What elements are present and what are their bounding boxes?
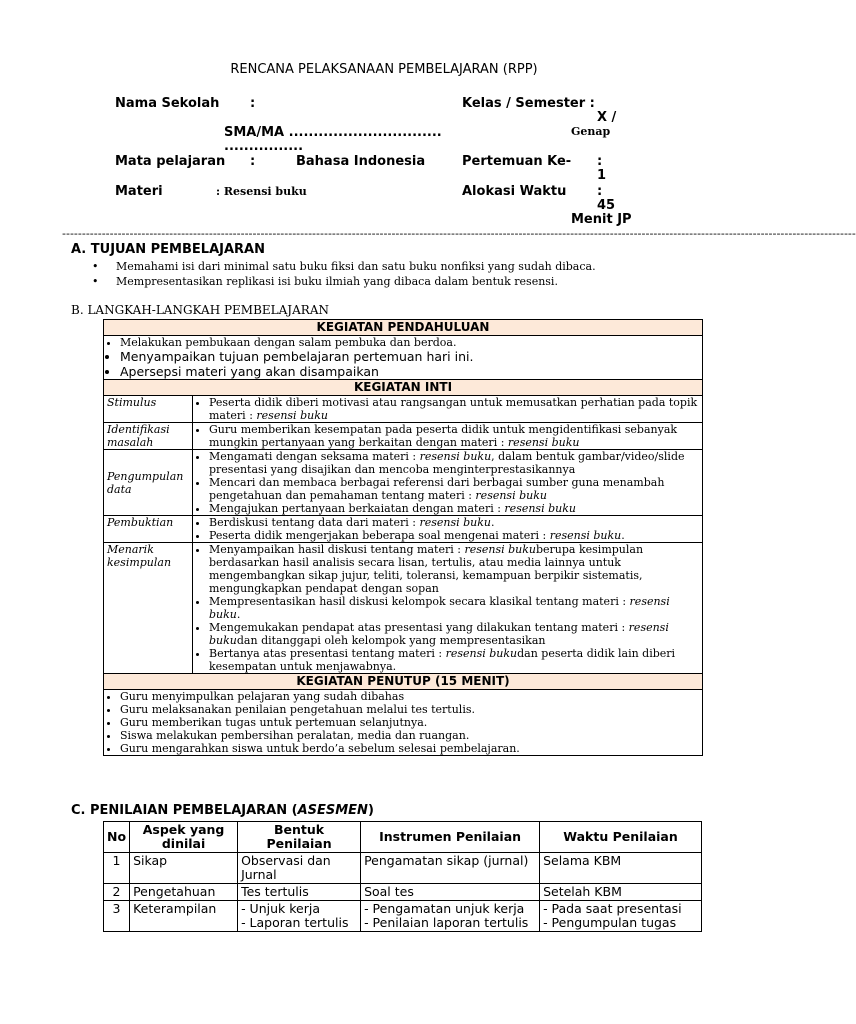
section-a-heading: A. TUJUAN PEMBELAJARAN: [71, 242, 265, 257]
penutup-cell: [104, 690, 703, 756]
list-item: • Mengamati dengan seksama materi : resensi buku, dalam bentuk gambar/video/slide presentasi yang disajikan dan mencoba menginterprestasikannya: [209, 450, 699, 476]
list-item: • Peserta didik mengerjakan beberapa soal mengenai materi : resensi buku.: [209, 529, 699, 542]
school-label: Nama Sekolah: [115, 96, 220, 111]
inti-title: KEGIATAN INTI: [104, 380, 703, 396]
table-row: 1 Sikap Observasi dan Jurnal Pengamatan sikap (jurnal) Selama KBM: [104, 853, 702, 884]
bullet-icon: •: [92, 260, 99, 273]
penutup-title: KEGIATAN PENUTUP (15 MENIT): [104, 674, 703, 690]
table-row: 3 Keterampilan - Unjuk kerja - Laporan tertulis - Pengamatan unjuk kerja - Penilaian laporan tertulis - Pada saat presentasi - Pengumpulan tugas: [104, 901, 702, 932]
school-colon: :: [250, 96, 256, 111]
list-item: • Guru memberikan tugas untuk pertemuan selanjutnya.: [120, 716, 699, 729]
document-title: RENCANA PELAKSANAAN PEMBELAJARAN (RPP): [230, 62, 538, 77]
list-item: • Guru menyimpulkan pelajaran yang sudah dibahas: [120, 690, 699, 703]
list-item: • Mencari dan membaca berbagai referensi dari berbagai sumber guna menambah pengetahuan dan pemahaman tentang materi : resensi buku: [209, 476, 699, 502]
list-item: • Mengajukan pertanyaan berkaiatan dengan materi : resensi buku: [209, 502, 699, 515]
list-item: • Menyampaikan hasil diskusi tentang materi : resensi bukuberupa kesimpulan berdasarkan hasil analisis secara lisan, tertulis, atau media lainnya untuk mengembangkan sikap jujur, teliti, toleransi, kemampuan berpikir sistematis, mengungkapkan pendapat dengan sopan: [209, 543, 699, 595]
school-value-line2: ................: [224, 139, 304, 154]
list-item: • Guru memberikan kesempatan pada peserta didik untuk mengidentifikasi sebanyak mungkin pertanyaan yang berkaitan dengan materi : resensi buku: [209, 423, 699, 449]
learning-steps-table: [103, 319, 703, 756]
list-item: • Menyampaikan tujuan pembelajaran pertemuan hari ini.: [120, 349, 699, 364]
section-b-heading: B. LANGKAH-LANGKAH PEMBELAJARAN: [71, 303, 329, 317]
pendahuluan-cell: [104, 336, 703, 380]
bullet-icon: •: [92, 275, 99, 288]
meeting-label: Pertemuan Ke-: [462, 154, 572, 169]
pembuktian-label: Pembuktian: [104, 516, 193, 543]
column-header: Instrumen Penilaian: [361, 822, 540, 853]
column-header: Aspek yang dinilai: [130, 822, 238, 853]
material-label: Materi: [115, 184, 163, 199]
class-value-semester: Genap: [571, 125, 611, 138]
pengumpulan-label: Pengumpulan data: [104, 450, 193, 516]
time-colon: :: [597, 184, 603, 199]
time-value: 45: [597, 198, 616, 213]
assessment-table: [103, 821, 702, 932]
stimulus-cell: [193, 396, 703, 423]
meeting-colon: :: [597, 154, 603, 169]
list-item: • Bertanya atas presentasi tentang materi : resensi bukudan peserta didik lain diberi kesempatan untuk menjawabnya.: [209, 647, 699, 673]
time-label: Alokasi Waktu: [462, 184, 567, 199]
class-value: X /: [597, 110, 617, 125]
stimulus-label: Stimulus: [104, 396, 193, 423]
school-value-line1: SMA/MA ...............................: [224, 125, 442, 140]
class-label: Kelas / Semester :: [462, 96, 595, 111]
pendahuluan-title: KEGIATAN PENDAHULUAN: [104, 320, 703, 336]
table-row: 2 Pengetahuan Tes tertulis Soal tes Setelah KBM: [104, 884, 702, 901]
list-item: • Melakukan pembukaan dengan salam pembuka dan berdoa.: [120, 336, 699, 349]
subject-value: Bahasa Indonesia: [296, 154, 426, 169]
time-unit: Menit JP: [571, 212, 632, 227]
list-item: • Siswa melakukan pembersihan peralatan, media dan ruangan.: [120, 729, 699, 742]
list-item: • Mengemukakan pendapat atas presentasi yang dilakukan tentang materi : resensi bukudan ditanggapi oleh kelompok yang mempresentasikan: [209, 621, 699, 647]
separator-line: --------------------------------------------------------------------------------------------------------------------------------------------------------------------------------------------------------: [62, 227, 856, 240]
list-item: • Guru mengarahkan siswa untuk berdo’a sebelum selesai pembelajaran.: [120, 742, 699, 755]
column-header: Waktu Penilaian: [540, 822, 702, 853]
pembuktian-cell: [193, 516, 703, 543]
subject-label: Mata pelajaran: [115, 154, 226, 169]
section-c-heading: C. PENILAIAN PEMBELAJARAN (ASESMEN): [71, 803, 374, 818]
identifikasi-label: Identifikasi masalah: [104, 423, 193, 450]
column-header: Bentuk Penilaian: [238, 822, 361, 853]
column-header: No: [104, 822, 130, 853]
menarik-cell: [193, 543, 703, 674]
list-item: • Mempresentasikan hasil diskusi kelompok secara klasikal tentang materi : resensi buku.: [209, 595, 699, 621]
identifikasi-cell: [193, 423, 703, 450]
menarik-label: Menarik kesimpulan: [104, 543, 193, 674]
pengumpulan-cell: [193, 450, 703, 516]
list-item: • Apersepsi materi yang akan disampaikan: [120, 364, 699, 379]
list-item: • Berdiskusi tentang data dari materi : resensi buku.: [209, 516, 699, 529]
material-value: : Resensi buku: [216, 185, 307, 198]
meeting-value: 1: [597, 168, 607, 183]
list-item: • Peserta didik diberi motivasi atau rangsangan untuk memusatkan perhatian pada topik materi : resensi buku: [209, 396, 699, 422]
subject-colon: :: [250, 154, 256, 169]
list-item: • Guru melaksanakan penilaian pengetahuan melalui tes tertulis.: [120, 703, 699, 716]
